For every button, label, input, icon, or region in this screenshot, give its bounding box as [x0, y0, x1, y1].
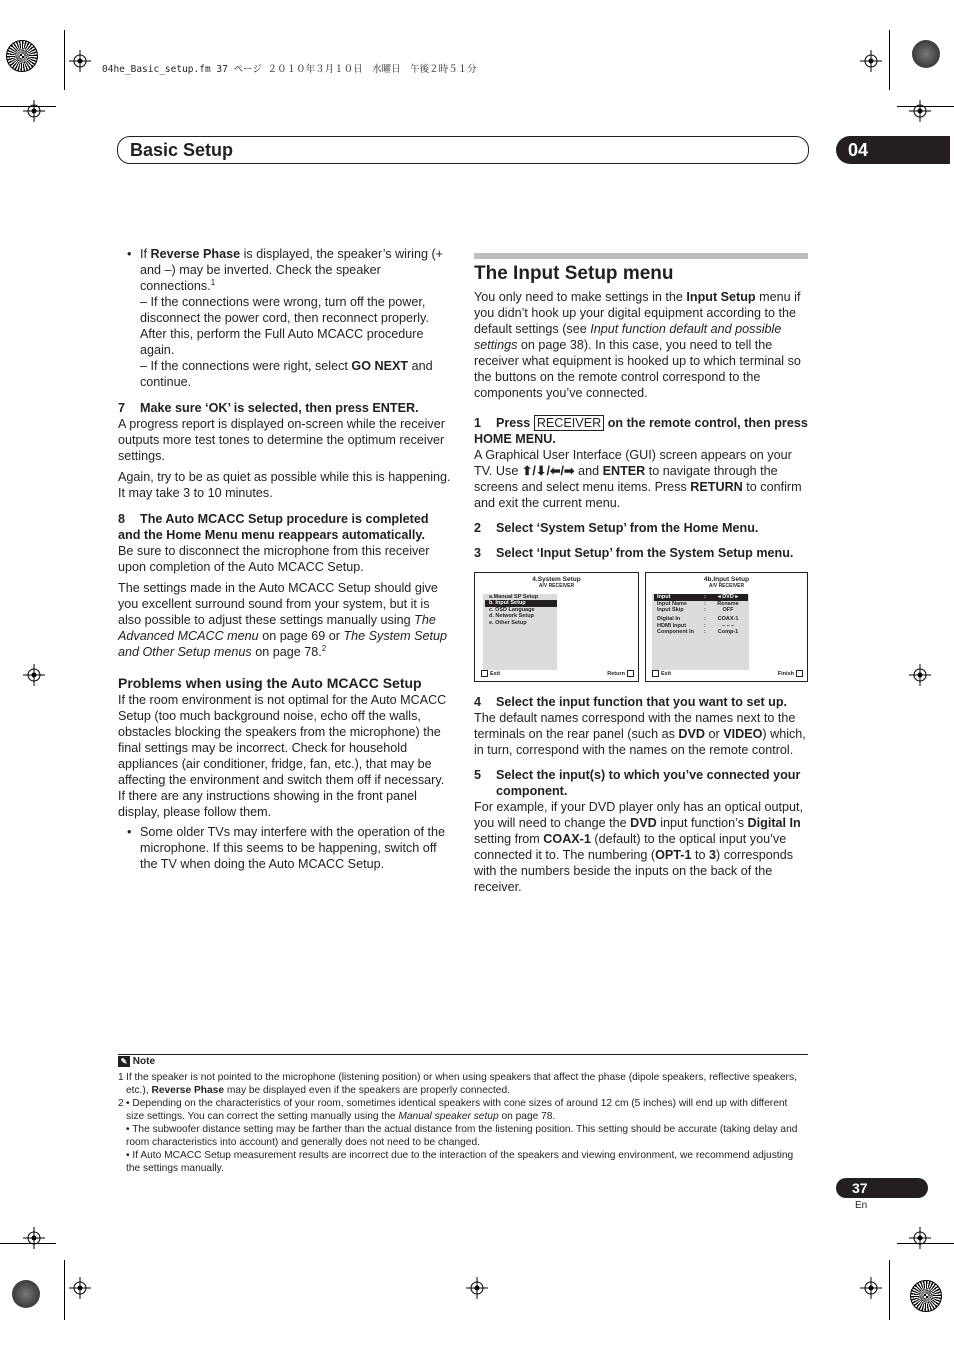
paragraph: If the room environment is not optimal for the Auto MCACC Setup (too much background noise, echo off the walls, obstacles blocking the speakers from the microphone) the final settings may be incorrect. Check for household appliances (air conditioner, fridge, fan, etc.), that may be affecting the environment and switch them off if necessary. If there are any instructions showing in the front panel display, please follow them. — [118, 693, 447, 819]
step-4-heading: 4 Select the input function that you want to set up. — [474, 695, 788, 709]
page-number: 37 — [836, 1178, 928, 1198]
footnote-2-para: • If Auto MCACC Setup measurement results are incorrect due to the interaction of the speakers and viewing environment, we recommend adjusting the settings manually. — [126, 1150, 794, 1174]
registration-mark-icon — [909, 100, 931, 122]
footnote-ref: 1 — [210, 277, 216, 287]
color-target-top-left — [6, 40, 38, 72]
setting-value: OFF — [722, 607, 734, 613]
crop-mark — [64, 30, 65, 90]
crop-mark — [889, 1260, 890, 1320]
setting-sep: : — [704, 607, 706, 613]
screen-title: 4b.Input Setup — [703, 576, 750, 583]
paragraph: If Reverse Phase is displayed, the speaker’s wiring (+ and –) may be inverted. Check the speaker connections.$^1$ — [140, 247, 444, 293]
step-1-heading: 1 Press RECEIVER on the remote control, then press HOME MENU. — [474, 416, 808, 446]
setting-sep: : — [704, 601, 706, 607]
return-key-icon — [627, 670, 634, 677]
paragraph: For example, if your DVD player only has an optical output, you will need to change the DVD input function’s Digital In setting from COAX-1 (default) to the optical input you’ve connected it to. The numbering (OPT-1 to 3) corresponds with the numbers beside the inputs on the back of the receiver. — [474, 800, 803, 894]
exit-hint: Exit — [481, 670, 500, 677]
input-setup-screen — [645, 572, 808, 682]
exit-hint: Exit — [652, 670, 671, 677]
arrow-keys-icon: ⬆/⬇/⬅/➡ — [521, 464, 575, 478]
print-info: 04he_Basic_setup.fm 37 ページ ２０１０年３月１０日 水曜日 午後２時５１分 — [102, 64, 477, 75]
setting-value: COAX-1 — [717, 616, 739, 622]
language-code: En — [855, 1200, 868, 1211]
registration-mark-icon — [909, 1227, 931, 1249]
paragraph: The settings made in the Auto MCACC Setup should give you excellent surround sound from your system, but it is also possible to adjust these settings manually using The Advanced MCACC menu on page 69 or The System Setup and Other Setup menus on page 78.$^2$ — [118, 581, 448, 659]
setting-value: Rename — [717, 601, 739, 607]
registration-mark-icon — [23, 1227, 45, 1249]
finish-key-icon — [796, 670, 803, 677]
color-target-top-right — [912, 40, 940, 68]
menu-item: c. OSD Language — [489, 607, 535, 613]
setting-label: HDMI Input — [657, 623, 687, 629]
registration-mark-icon — [860, 50, 882, 72]
return-hint: Return — [607, 670, 634, 677]
registration-mark-icon — [69, 50, 91, 72]
registration-mark-icon — [69, 1277, 91, 1299]
setting-value: ◂ DVD ▸ — [710, 594, 746, 601]
setting-label: Input Name — [657, 601, 687, 607]
bullet-reverse-phase — [118, 246, 454, 390]
menu-item: a.Manual SP Setup — [489, 594, 539, 600]
exit-key-icon — [481, 670, 488, 677]
section-rule — [474, 253, 808, 259]
right-column — [474, 262, 808, 561]
right-column-lower — [474, 694, 808, 895]
paragraph: You only need to make settings in the Input Setup menu if you didn’t hook up your digital equipment according to the default settings (see Input function default and possible settings on page 38). In this case, you need to tell the receiver what equipment is hooked up to which terminal so the buttons on the remote control correspond to the components you’ve connected. — [474, 290, 801, 400]
setting-sep: : — [704, 629, 706, 635]
footnote-2: 2 • Depending on the characteristics of your room, sometimes identical speakers with cone sizes of around 12 cm (5 inches) will end up with different size settings. You can correct the setting manually using the Manual speaker setup on page 78. — [118, 1098, 788, 1122]
setting-sep: : — [704, 616, 706, 622]
setting-label: Input — [657, 594, 671, 600]
setting-label: Input Skip — [657, 607, 684, 613]
header-bar — [117, 136, 809, 164]
finish-hint: Finish — [778, 670, 803, 677]
registration-mark-icon — [909, 664, 931, 686]
footnotes — [118, 1071, 808, 1175]
problems-heading: Problems when using the Auto MCACC Setup — [118, 675, 422, 691]
screen-subtitle: A/V RECEIVER — [538, 583, 575, 589]
setting-value: Comp-1 — [717, 629, 739, 635]
receiver-key: RECEIVER — [534, 415, 604, 431]
exit-key-icon — [652, 670, 659, 677]
chapter-badge: 04 — [836, 136, 950, 164]
bullet-old-tvs — [118, 824, 454, 872]
paragraph: A Graphical User Interface (GUI) screen appears on your TV. Use ⬆/⬇/⬅/➡ and ENTER to navigate through the screens and select menu items. Press RETURN to confirm and exit the current menu. — [474, 448, 802, 510]
paragraph: The default names correspond with the names next to the terminals on the rear panel (such as DVD or VIDEO) which, in turn, correspond with the names on the remote control. — [474, 711, 806, 757]
screen-title: 4.System Setup — [532, 576, 581, 583]
footnote-1: 1 If the speaker is not pointed to the microphone (listening position) or when using speakers that affect the phase (dipole speakers, reflective speakers, etc.), Reverse Phase may be displayed even if the speakers are properly connected. — [118, 1072, 797, 1096]
footnote-2-para: • The subwoofer distance setting may be farther than the actual distance from the listening position. This setting should be accurate (taking delay and room characteristics into account) and generally does not need to be changed. — [126, 1124, 798, 1148]
setting-sep: : — [704, 594, 706, 600]
screen-subtitle: A/V RECEIVER — [708, 583, 745, 589]
registration-mark-icon — [466, 1277, 488, 1299]
setting-label: Digital In — [657, 616, 681, 622]
paragraph: A progress report is displayed on-screen while the receiver outputs more test tones to determine the optimum receiver settings. — [118, 417, 445, 463]
color-target-bottom-left — [12, 1280, 40, 1308]
system-setup-screen — [474, 572, 639, 682]
paragraph: Again, try to be as quiet as possible while this is happening. It may take 3 to 10 minutes. — [118, 470, 451, 500]
paragraph: Some older TVs may interfere with the operation of the microphone. If this seems to be happening, switch off the TV when doing the Auto MCACC Setup. — [140, 825, 445, 871]
notes-label: ✎ Note — [118, 1056, 155, 1068]
note-icon: ✎ — [118, 1056, 130, 1067]
registration-mark-icon — [860, 1277, 882, 1299]
step-5-heading: 5 Select the input(s) to which you’ve connected your component. — [474, 768, 801, 798]
bullet-dot: • — [127, 247, 132, 261]
footnote-ref: 2 — [321, 643, 327, 653]
setting-sep: : — [704, 623, 706, 629]
color-target-bottom-right — [910, 1280, 942, 1312]
menu-item: d. Network Setup — [489, 613, 534, 619]
step-2-heading: 2 Select ‘System Setup’ from the Home Menu. — [474, 521, 759, 535]
registration-mark-icon — [23, 664, 45, 686]
section-heading: The Input Setup menu — [474, 263, 674, 284]
bullet-dot: • — [127, 825, 132, 839]
setting-value: – – – — [721, 623, 735, 629]
menu-item: e. Other Setup — [489, 620, 527, 626]
paragraph: – If the connections were wrong, turn off the power, disconnect the power cord, then reconnect properly. After this, perform the Full Auto MCACC procedure again. — [140, 295, 429, 357]
section-title: Basic Setup — [130, 140, 234, 160]
left-column — [118, 246, 454, 872]
step-3-heading: 3 Select ‘Input Setup’ from the System Setup menu. — [474, 546, 794, 560]
registration-mark-icon — [23, 100, 45, 122]
step-8-heading: 8 The Auto MCACC Setup procedure is completed and the Home Menu menu reappears automatically. — [118, 512, 429, 542]
paragraph: Be sure to disconnect the microphone from this receiver upon completion of the Auto MCACC Setup. — [118, 544, 430, 574]
setting-label: Component In — [657, 629, 694, 635]
step-7-heading: 7 Make sure ‘OK’ is selected, then press ENTER. — [118, 401, 419, 415]
menu-item-selected: b. Input Setup — [485, 600, 557, 607]
notes-rule — [118, 1054, 808, 1055]
crop-mark — [889, 30, 890, 90]
paragraph: – If the connections were right, select GO NEXT and continue. — [140, 359, 433, 389]
crop-mark — [64, 1260, 65, 1320]
